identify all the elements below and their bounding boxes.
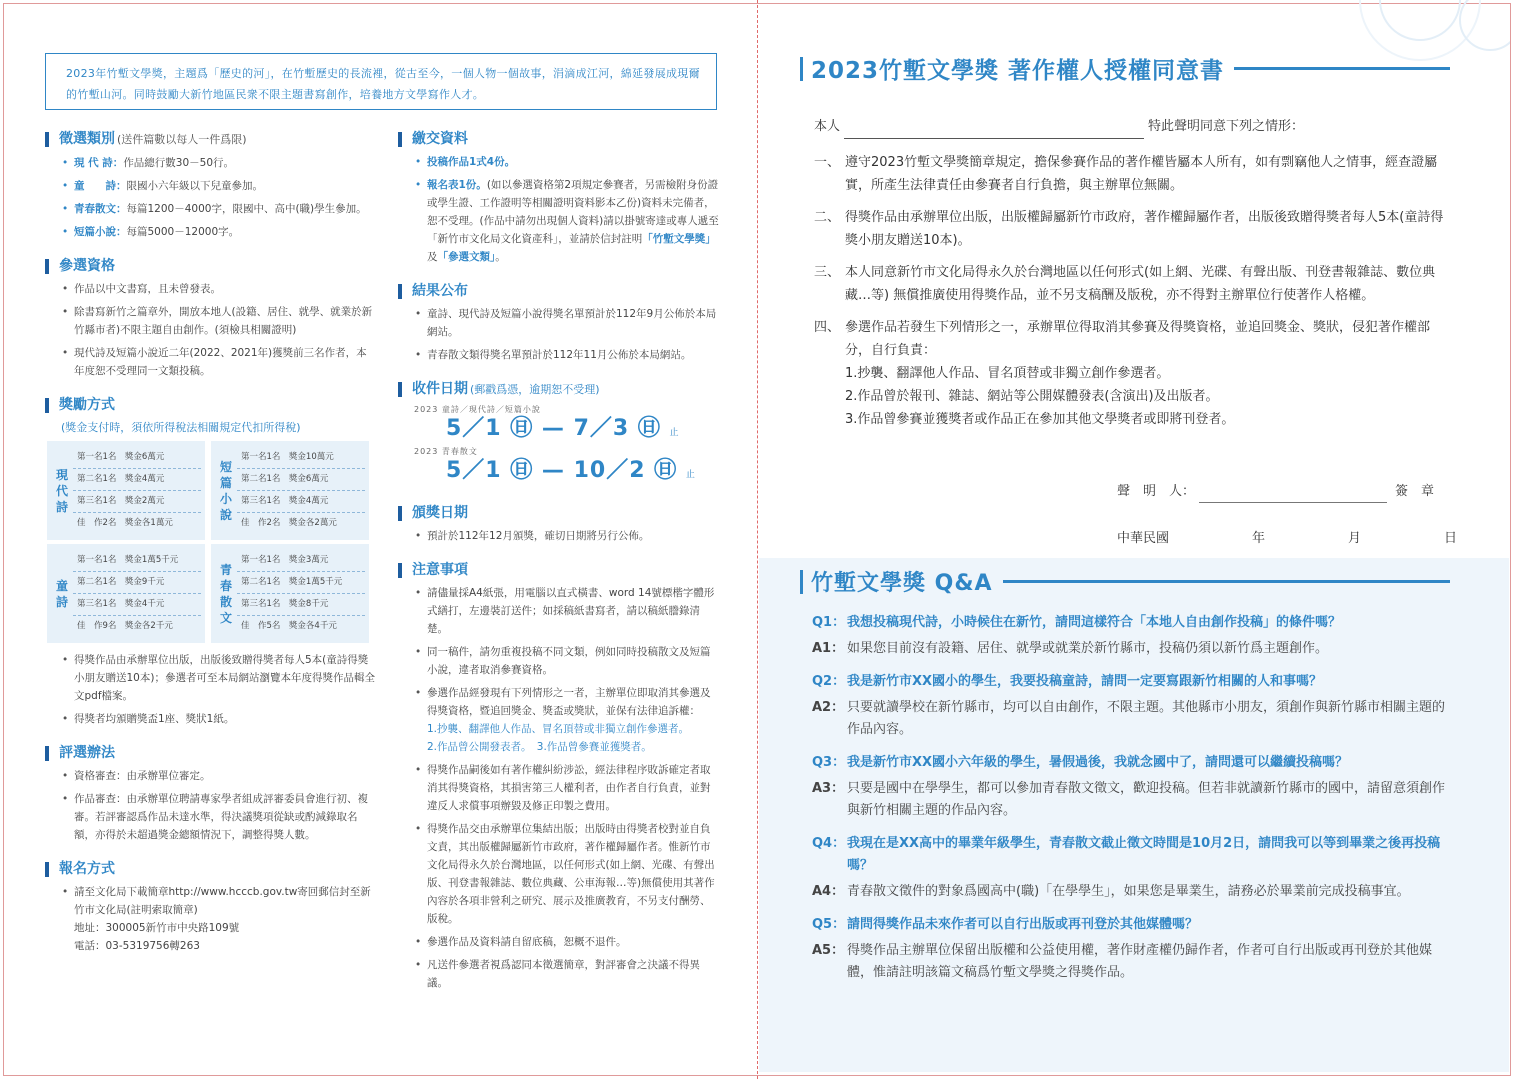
qa-item	[812, 914, 1452, 984]
prize-row: 第二名1名 獎金6萬元	[237, 469, 365, 491]
section-submit	[398, 128, 720, 266]
consent-subclause: 3.作品曾參賽並獲獎者或作品正在參加其他文學獎者或即將刊登者。	[845, 412, 1235, 427]
consent-clause: 三、 本人同意新竹市文化局得永久於台灣地區以任何形式(如上網、光碟、有聲出版、刊登書報雜誌、數位典藏…等) 無償推廣使用得獎作品，並不另支稿酬及版稅，亦不得對主辦單位行使著作人格權。	[814, 265, 1436, 303]
qa-title-text: 竹塹文學獎 Q&A	[811, 571, 993, 596]
list-item: • 得獎者均頒贈獎盃1座、獎狀1紙。	[62, 710, 375, 728]
consent-clause: 四、 參選作品若發生下列情形之一，承辦單位得取消其參賽及得獎資格，並追回獎金、獎狀，侵犯著作權部分，自行負責： 1.抄襲、翻譯他人作品、冒名頂替或非獨立創作參選者。 2.作品曾於報刊、雜誌、網站等公開媒體發表(含演出)及出版者。 3.作品曾參賽並獲獎者或作品正在參加其他文學獎者或即將刊登者。	[814, 320, 1431, 427]
consent-subclause: 2.作品曾於報刊、雜誌、網站等公開媒體發表(含演出)及出版者。	[845, 389, 1219, 404]
consent-clause: 一、 遵守2023竹塹文學獎簡章規定，擔保參賽作品的著作權皆屬本人所有，如有剽竊他人之情事，經查證屬實，所產生法律責任由參賽者自行負擔，與主辦單位無關。	[814, 155, 1438, 193]
heading-bar	[398, 382, 402, 397]
prize-row: 第三名1名 獎金8千元	[237, 594, 365, 616]
deadline-dates	[398, 404, 720, 488]
prize-row: 佳 作2名 獎金各1萬元	[77, 518, 173, 528]
qa-question: Q4： 我現在是XX高中的畢業年級學生，青春散文截止徵文時間是10月2日，請問我可以等到畢業之後再投稿嗎？	[812, 836, 1441, 873]
list-item: • 得獎作品交由承辦單位集結出版；出版時由得獎者校對並自負文責，其出版權歸屬新竹市政府，著作權歸屬作者。惟新竹市文化局得永久於台灣地區，以任何形式(如上網、光碟、有聲出版、刊登書報雜誌、數位典藏、公車海報…等)無償使用其著作內容於各項非營利之研究、展示及推廣教育，不另支付酬勞、版稅。	[415, 820, 720, 928]
list-item: • 參選作品及資料請自留底稿，恕概不退件。	[415, 933, 720, 951]
judging-list	[45, 767, 375, 844]
qa-title	[800, 566, 1450, 597]
signup-list	[45, 883, 375, 955]
consent-title-text: 2023竹塹文學獎 著作權人授權同意書	[811, 58, 1225, 84]
name-field[interactable]	[844, 121, 1144, 139]
list-item: • 投稿作品1式4份。	[415, 153, 720, 171]
list-item: • 同一稿件，請勿重複投稿不同文類，例如同時投稿散文及短篇小說，違者取消參賽資格。	[415, 643, 720, 679]
title-rule	[1234, 67, 1450, 70]
qa-answer: A4： 青春散文徵件的對象爲國高中(職)「在學學生」，如果您是畢業生，請務必於畢業前完成投稿事宜。	[812, 884, 1410, 899]
section-awards	[45, 394, 375, 728]
list-item: • 現代詩及短篇小說近二年(2022、2021年)獲獎前三名作者，本年度恕不受理同一文類投稿。	[62, 344, 375, 380]
list-item: • 短篇小說：每篇5000－12000字。	[62, 223, 375, 241]
list-item	[62, 883, 375, 955]
section-eligibility	[45, 255, 375, 380]
heading-text: 頒獎日期	[412, 505, 468, 521]
section-deadline	[398, 378, 720, 488]
list-item: • 資格審查：由承辦單位審定。	[62, 767, 375, 785]
list-item: • 現 代 詩：作品總行數30－50行。	[62, 154, 375, 172]
qa-list	[812, 612, 1452, 995]
qa-answer: A1： 如果您目前沒有設籍、居住、就學或就業於新竹縣市，投稿仍須以新竹爲主題創作。	[812, 641, 1329, 656]
heading-text: 徵選類別	[59, 131, 115, 147]
awards-tax-note: (獎金支付時，須依所得稅法相關規定代扣所得稅)	[61, 421, 301, 434]
signature-block	[1117, 481, 1457, 549]
section-heading	[398, 559, 720, 581]
heading-text: 參選資格	[59, 258, 115, 274]
prize-category: 青春散文	[219, 562, 232, 625]
list-item: • 參選作品經發現有下列情形之一者，主辦單位即取消其參選及得獎資格，暨追回獎金、獎盃或獎狀，並保有法律追訴權： 1.抄襲、翻譯他人作品、冒名頂替或非獨立創作參選者。 2.作品曾公開發表者。 3.作品曾參賽並獲獎者。	[415, 684, 720, 756]
section-heading	[45, 128, 375, 151]
prize-table	[47, 441, 375, 643]
heading-bar	[45, 862, 49, 877]
qa-item	[812, 612, 1452, 660]
heading-text: 注意事項	[412, 562, 468, 578]
list-item: • 得獎作品嗣後如有著作權糾紛涉訟，經法律程序敗訴確定者取消其得獎資格，其損害第三人權利者，由作者自行負責，並對違反人求償事項辦毀及修正印製之費用。	[415, 761, 720, 815]
submit-list	[398, 153, 720, 266]
consent-declaration: 本人 特此聲明同意下列之情形：	[814, 115, 1454, 139]
section-signup	[45, 858, 375, 955]
category-list	[45, 154, 375, 241]
intro-text: 2023年竹塹文學獎，主題爲「歷史的河」，在竹塹歷史的長流裡，從古至今，一個人物一個故事，涓滴成江河，綿延發展成現爾的竹塹山河。同時鼓勵大新竹地區民衆不限主題書寫創作，培養地方文學寫作人才。	[66, 67, 700, 101]
list-item: • 預計於112年12月頒獎，確切日期將另行公佈。	[415, 527, 720, 545]
heading-bar	[45, 259, 49, 274]
notes-list	[398, 584, 720, 992]
heading-text: 評選辦法	[59, 745, 115, 761]
section-notes	[398, 559, 720, 992]
heading-bar	[398, 132, 402, 147]
prize-category: 現代詩	[55, 467, 68, 514]
qa-item	[812, 671, 1452, 741]
intro-box	[45, 53, 717, 110]
section-heading	[45, 394, 375, 416]
heading-note: (郵戳爲憑，逾期恕不受理)	[470, 383, 600, 396]
list-item: • 作品以中文書寫，且未曾發表。	[62, 280, 375, 298]
prize-block-novel	[211, 441, 369, 540]
list-item: • 請儘量採A4紙張，用電腦以直式橫書、word 14號標楷字體形式繕打，左邊裝訂送件；如採稿紙書寫者，請以稿紙謄錄清楚。	[415, 584, 720, 638]
title-rule	[1003, 580, 1450, 583]
date-line: 中華民國 年 月 日	[1117, 531, 1457, 546]
prize-category: 短篇小說	[219, 459, 232, 522]
list-item: • 青春散文：每篇1200－4000字，限國中、高中(職)學生參加。	[62, 200, 375, 218]
qa-item	[812, 833, 1452, 903]
title-bar	[800, 570, 803, 594]
section-results	[398, 280, 720, 364]
qa-question: Q3： 我是新竹市XX國小六年級的學生，暑假過後，我就念國中了，請問還可以繼續投稿嗎？	[812, 755, 1349, 770]
note-subitem: 2.作品曾公開發表者。	[427, 741, 527, 753]
fold-line	[757, 0, 758, 1079]
section-judging	[45, 742, 375, 844]
awards-list	[45, 651, 375, 728]
prize-row: 第三名1名 獎金4萬元	[237, 491, 365, 513]
list-item: • 除書寫新竹之篇章外，開放本地人(設籍、居住、就學、就業於新竹縣市者)不限主題自由創作。(須檢具相關證明)	[62, 303, 375, 339]
heading-bar	[45, 132, 49, 147]
list-item: • 童 詩：限國小六年級以下兒童參加。	[62, 177, 375, 195]
prize-category: 童詩	[55, 578, 68, 609]
title-bar	[800, 57, 803, 81]
consent-form	[814, 115, 1454, 440]
seal-label: 簽 章	[1395, 484, 1435, 499]
prize-row: 第一名1名 獎金1萬5千元	[73, 550, 201, 572]
deadline-category: 2023 童詩／現代詩／短篇小說	[414, 405, 541, 414]
qa-answer: A5： 得獎作品主辦單位保留出版權和公益使用權，著作財產權仍歸作者，作者可自行出版或再刊登於其他媒體，惟請註明該篇文稿爲竹塹文學獎之得獎作品。	[812, 943, 1433, 980]
deadline-range: 5／1 ㊐ — 10／2 ㊐ 止	[446, 458, 696, 483]
heading-bar	[45, 398, 49, 413]
list-item: • 青春散文類得獎名單預計於112年11月公佈於本局網站。	[415, 346, 720, 364]
results-list	[398, 305, 720, 364]
signup-phone: 電話：03-5319756轉263	[74, 940, 200, 952]
list-item: • 童詩、現代詩及短篇小說得獎名單預計於112年9月公佈於本局網站。	[415, 305, 720, 341]
prize-row: 第一名1名 獎金6萬元	[73, 447, 201, 469]
consent-title	[800, 52, 1450, 85]
heading-text: 繳交資料	[412, 131, 468, 147]
section-ceremony	[398, 502, 720, 545]
section-heading	[45, 858, 375, 880]
heading-bar	[398, 506, 402, 521]
left-column-a	[45, 128, 375, 969]
heading-text: 收件日期	[412, 381, 468, 397]
section-heading	[398, 128, 720, 150]
qa-answer: A3： 只要是國中在學學生，都可以參加青春散文徵文，歡迎投稿。但若非就讀新竹縣市的國中，請留意須創作與新竹相關主題的作品內容。	[812, 781, 1446, 818]
consent-subclause: 1.抄襲、翻譯他人作品、冒名頂替或非獨立創作參選者。	[845, 366, 1170, 381]
prize-block-poetry	[47, 441, 205, 540]
prize-row: 第二名1名 獎金9千元	[73, 572, 201, 594]
heading-text: 獎勵方式	[59, 397, 115, 413]
qa-answer: A2： 只要就讀學校在新竹縣市，均可以自由創作，不限主題。其他縣市小朋友，須創作與新竹縣市相關主題的作品內容。	[812, 700, 1446, 737]
qa-question: Q1： 我想投稿現代詩，小時候住在新竹，請問這樣符合「本地人自由創作投稿」的條件嗎？	[812, 615, 1342, 630]
signup-address: 地址：300005新竹市中央路109號	[74, 922, 240, 934]
prize-row: 第三名1名 獎金4千元	[73, 594, 201, 616]
ceremony-list	[398, 527, 720, 545]
section-heading	[398, 280, 720, 302]
section-heading	[398, 502, 720, 524]
note-subitem: 3.作品曾參賽並獲獎者。	[536, 741, 652, 753]
list-item: • 作品審查：由承辦單位聘請專家學者組成評審委員會進行初、複審。若評審認爲作品未達水準，得決議獎項從缺或酌減錄取名額，亦得於未超過獎金總額情況下，調整得獎人數。	[62, 790, 375, 844]
deadline-category: 2023 青春散文	[414, 447, 478, 456]
eligibility-list	[45, 280, 375, 380]
prize-block-children-poetry	[47, 544, 205, 643]
signature-field[interactable]	[1199, 485, 1387, 503]
heading-text: 結果公布	[412, 283, 468, 299]
list-item: • 報名表1份。(如以參選資格第2項規定參賽者，另需檢附身份證或學生證、工作證明等相關證明資料影本乙份)資料未完備者，恕不受理。(作品中請勿出現個人資料)請以掛號寄達或專人遞至「新竹市文化局文化資產科」，並請於信封註明「竹塹文學獎」及「參選文類」。	[415, 176, 720, 266]
heading-bar	[45, 746, 49, 761]
section-heading	[45, 255, 375, 277]
prize-row: 第二名1名 獎金4萬元	[73, 469, 201, 491]
list-item: • 凡送件參選者視爲認同本徵選簡章，對評審會之決議不得異議。	[415, 956, 720, 992]
prize-row: 第一名1名 獎金10萬元	[237, 447, 365, 469]
qa-question: Q5： 請問得獎作品未來作者可以自行出版或再刊登於其他媒體嗎？	[812, 917, 1199, 932]
deadline-range: 5／1 ㊐ — 7／3 ㊐ 止	[446, 416, 680, 441]
list-item: • 得獎作品由承辦單位出版，出版後致贈得獎者每人5本(童詩得獎小朋友贈送10本)；參選者可至本局網站瀏覽本年度得獎作品輯全文pdf檔案。	[62, 651, 375, 705]
prize-row: 第二名1名 獎金1萬5千元	[237, 572, 365, 594]
heading-bar	[398, 284, 402, 299]
note-subitem: 1.抄襲、翻譯他人作品、冒名頂替或非獨立創作參選者。	[427, 723, 690, 735]
declarant-label: 聲 明 人：	[1117, 484, 1196, 499]
prize-row: 第一名1名 獎金3萬元	[237, 550, 365, 572]
prize-row: 佳 作9名 獎金各2千元	[77, 621, 173, 631]
section-heading	[45, 742, 375, 764]
left-column-b	[398, 128, 720, 1006]
qa-question: Q2： 我是新竹市XX國小的學生，我要投稿童詩，請問一定要寫跟新竹相關的人和事嗎？	[812, 674, 1323, 689]
consent-clause: 二、 得獎作品由承辦單位出版，出版權歸屬新竹市政府，著作權歸屬作者，出版後致贈得獎者每人5本(童詩得獎小朋友贈送10本)。	[814, 210, 1444, 248]
signup-text: 請至文化局下載簡章http://www.hcccb.gov.tw寄回郵信封至新竹市文化局(註明索取簡章)	[74, 886, 371, 916]
qa-item	[812, 752, 1452, 822]
prize-row: 佳 作5名 獎金各4千元	[241, 621, 337, 631]
heading-bar	[398, 563, 402, 578]
prize-block-youth-prose	[211, 544, 369, 643]
heading-note: (送件篇數以每人一件爲限)	[117, 133, 247, 146]
section-heading	[398, 378, 720, 401]
heading-text: 報名方式	[59, 861, 115, 877]
section-categories	[45, 128, 375, 241]
prize-row: 第三名1名 獎金2萬元	[73, 491, 201, 513]
prize-row: 佳 作2名 獎金各2萬元	[241, 518, 337, 528]
